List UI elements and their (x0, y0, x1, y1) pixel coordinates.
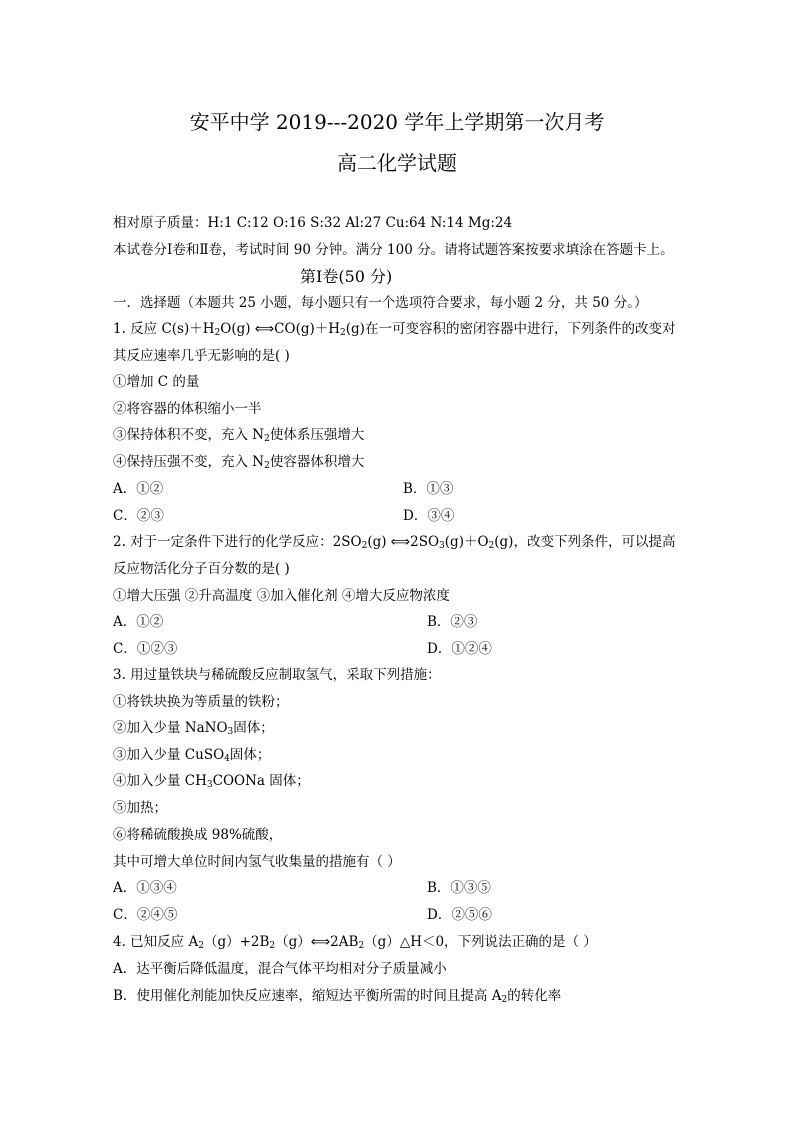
q2-option-c: C．①②③ (113, 641, 178, 657)
q1-cond-1: ①增加 C 的量 (113, 374, 200, 390)
q3-measure-6: ⑥将稀硫酸换成 98%硫酸， (113, 827, 283, 843)
q1-option-b: B．①③ (403, 481, 454, 497)
q4-stem: 4. 已知反应 $A_2(g)+2B_2(g)⟺2AB_2(g)\triangle H<0$，下列说法正确的是（ ） (113, 934, 597, 951)
part-one-heading: 一．选择题（本题共 25 小题，每小题只有一个选项符合要求，每小题 2 分，共 50 分。） (113, 295, 648, 311)
q1-cond-2: ②将容器的体积缩小一半 (113, 401, 262, 417)
section-title: 第Ⅰ卷(50 分) (300, 267, 393, 286)
q3-stem: 3. 用过量铁块与稀硫酸反应制取氢气，采取下列措施： (113, 667, 441, 683)
q3-question: 其中可增大单位时间内氢气收集量的措施有（ ） (113, 854, 401, 870)
q1-option-d: D．③④ (403, 508, 455, 524)
exam-title: 安平中学 2019---2020 学年上学期第一次月考 (189, 110, 605, 134)
q3-option-b: B．①③⑤ (427, 880, 491, 896)
q2-option-a: A．①② (113, 614, 164, 630)
q4-option-b: B．使用催化剂能加快反应速率，缩短达平衡所需的时间且提高 $A_2$的转化率 (113, 988, 562, 1005)
q1-option-c: C．②③ (113, 508, 164, 524)
equilibrium-arrow-icon: ⟺ (310, 934, 331, 950)
q1-cond-4: ④保持压强不变，充入 $N_2$使容器体积增大 (113, 454, 365, 471)
atomic-mass-line: 相对原子质量：H:1 C:12 O:16 S:32 Al:27 Cu:64 N:14 Mg:24 (113, 215, 513, 231)
q1-cond-3: ③保持体积不变，充入 $N_2$使体系压强增大 (113, 427, 365, 444)
q2-option-b: B．②③ (427, 614, 478, 630)
q3-measure-3: ③加入少量 CuSO$_4$固体； (113, 747, 271, 764)
q3-measure-5: ⑤加热； (113, 800, 167, 816)
q2-stem-line2: 反应物活化分子百分数的是( ) (113, 561, 290, 577)
q4-option-a: A．达平衡后降低温度，混合气体平均相对分子质量减小 (113, 961, 447, 977)
exam-note: 本试卷分Ⅰ卷和Ⅱ卷，考试时间 90 分钟。满分 100 分。请将试题答案按要求填涂在答题卡上。 (113, 242, 674, 258)
q3-option-a: A．①③④ (113, 880, 177, 896)
q1-stem-line1: 1. 反应 $C(s)+H_2O(g)$ $⟺CO(g)+H_2(g)$在一可变容积的密闭容器中进行，下列条件的改变对 (113, 321, 676, 338)
q2-stem-line1: 2. 对于一定条件下进行的化学反应：$2SO_2(g)$ $⟺2SO_3(g)+O_2(g)$，改变下列条件，可以提高 (113, 534, 676, 551)
q2-conditions: ①增大压强 ②升高温度 ③加入催化剂 ④增大反应物浓度 (113, 588, 450, 604)
q3-measure-4: ④加入少量 $CH_3COONa$ 固体； (113, 773, 310, 790)
q3-measure-2: ②加入少量 NaNO$_3$固体； (113, 720, 274, 737)
equilibrium-arrow-icon: ⟺ (254, 321, 275, 337)
q3-measure-1: ①将铁块换为等质量的铁粉； (113, 694, 289, 710)
q2-option-d: D．①②④ (427, 641, 492, 657)
q1-stem-line2: 其反应速率几乎无影响的是( ) (113, 348, 290, 364)
q3-option-c: C．②④⑤ (113, 907, 178, 923)
q1-option-a: A．①② (113, 481, 164, 497)
exam-subtitle: 高二化学试题 (337, 151, 457, 175)
equilibrium-arrow-icon: ⟺ (390, 534, 411, 550)
q3-option-d: D．②⑤⑥ (427, 907, 492, 923)
